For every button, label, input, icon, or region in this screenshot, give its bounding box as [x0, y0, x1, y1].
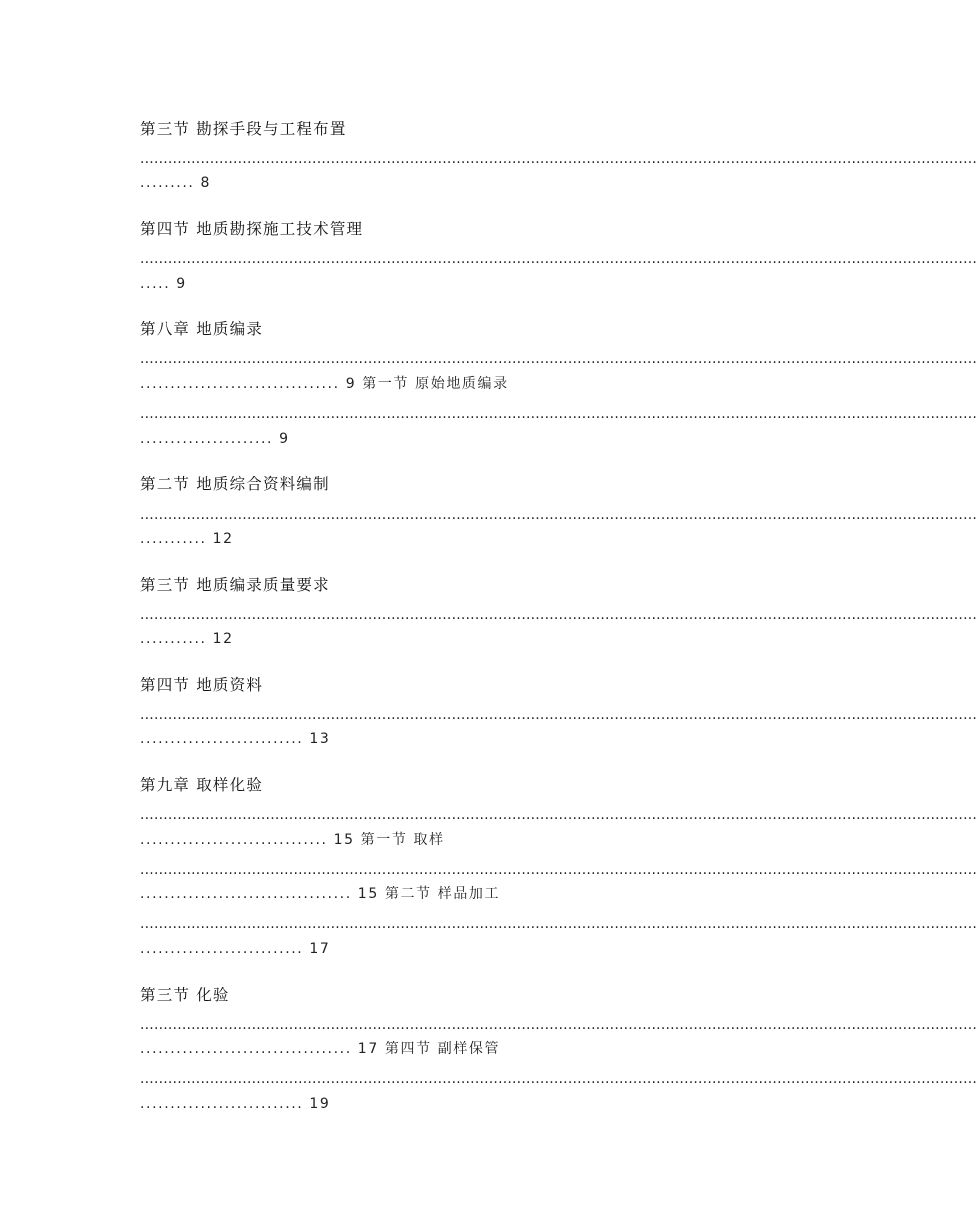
dot-leader: .................................................................................................................................................................................... [140, 862, 977, 878]
toc-entry-title: 第三节 勘探手段与工程布置 [140, 120, 347, 138]
toc-entry-page: ..... 9 [140, 276, 187, 292]
toc-entry-page: ........................... 17 [140, 941, 331, 957]
toc-entry-title: 第三节 化验 [140, 986, 230, 1004]
toc-entry-title: 第二节 地质综合资料编制 [140, 475, 330, 493]
dot-leader: .................................................................................................................................................................................... [140, 507, 977, 523]
toc-entry-page: ................................. 9 第一节 原始地质编录 [140, 376, 509, 392]
dot-leader: .................................................................................................................................................................................... [140, 351, 977, 367]
toc-entry-page: ...................... 9 [140, 431, 290, 447]
toc-chapter-title: 第八章 地质编录 [140, 320, 264, 338]
dot-leader: .................................................................................................................................................................................... [140, 707, 977, 723]
toc-entry-title: 第三节 地质编录质量要求 [140, 576, 330, 594]
toc-entry-page: ........... 12 [140, 531, 234, 547]
dot-leader: .................................................................................................................................................................................... [140, 151, 977, 167]
toc-chapter-title: 第九章 取样化验 [140, 776, 264, 794]
dot-leader: .................................................................................................................................................................................... [140, 1071, 977, 1087]
toc-entry-page: ........................... 19 [140, 1096, 331, 1112]
toc-entry-page: ................................... 17 第四节 副样保管 [140, 1041, 501, 1057]
toc-entry-title: 第四节 地质资料 [140, 676, 264, 694]
dot-leader: .................................................................................................................................................................................... [140, 807, 977, 823]
toc-entry-page: ........... 12 [140, 631, 234, 647]
dot-leader: .................................................................................................................................................................................... [140, 251, 977, 267]
toc-entry-page: ................................... 15 第二节 样品加工 [140, 886, 501, 902]
toc-entry-page: ............................... 15 第一节 取样 [140, 832, 445, 848]
toc-entry-page: ........................... 13 [140, 731, 331, 747]
dot-leader: .................................................................................................................................................................................... [140, 406, 977, 422]
toc-entry-title: 第四节 地质勘探施工技术管理 [140, 220, 364, 238]
dot-leader: .................................................................................................................................................................................... [140, 1017, 977, 1033]
toc-entry-page: ......... 8 [140, 175, 212, 191]
dot-leader: .................................................................................................................................................................................... [140, 607, 977, 623]
dot-leader: .................................................................................................................................................................................... [140, 916, 977, 932]
